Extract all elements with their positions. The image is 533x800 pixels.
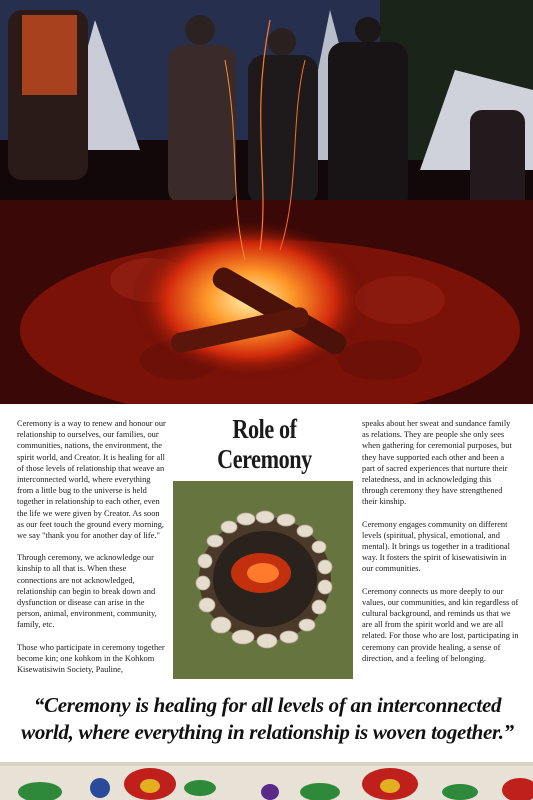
paragraph: Those who participate in ceremony together become kin; one kohkom in the Kohkom Kisewatisiwin Society, Pauline, <box>17 642 165 675</box>
page-title <box>197 414 332 474</box>
paragraph: Ceremony connects us more deeply to our values, our communities, and kin regardless of cultural background, and reminds us that we are all from the spirit world and we are all related. For those who are lost, participating in ceremony can provide healing, a sense of direction, and a feeling of belonging. <box>362 586 519 663</box>
title-line-1: Role of <box>232 414 297 444</box>
left-text-column <box>17 418 167 686</box>
fire-ring-photo <box>173 481 353 679</box>
paragraph: Through ceremony, we acknowledge our kinship to all that is. When these connections are not acknowledged, relationship can begin to break down and dysfunction or disease can arise in the person, animal, environment, community, family, etc. <box>17 553 157 630</box>
floral-beadwork-image <box>0 762 533 800</box>
paragraph: speaks about her sweat and sundance family as relations. They are people she only sees when gathering for ceremonial purposes, but they have supported each other and been a part of sacred experiences that nurture their relatedness, and in acknowledging this through ceremony they have strengthened their kinship. <box>362 419 512 507</box>
beadwork-banner <box>0 762 533 800</box>
title-line-2: Ceremony <box>217 444 312 474</box>
fire-ring-illustration <box>173 481 353 679</box>
pull-quote: “Ceremony is healing for all levels of an interconnected world, where everything in relationship is woven together.” <box>21 693 514 744</box>
right-text-column <box>362 418 519 675</box>
paragraph: Ceremony engages community on different levels (spiritual, physical, emotional, and mental). It brings us together in a traditional way. It fosters the spirit of kisewatisiwin in our communities. <box>362 519 510 574</box>
paragraph: Ceremony is a way to renew and honour our relationship to ourselves, our families, our communities, nations, the environment, the spirit world, and Creator. It is healing for all of those levels of relationship that weave an interconnected world, where everything from a little bug to the universe is held together in relationship to each other, even the life we were given by Creator. As soon as our feet touch the ground every morning, we say "thank you for another day of life." <box>17 419 166 541</box>
